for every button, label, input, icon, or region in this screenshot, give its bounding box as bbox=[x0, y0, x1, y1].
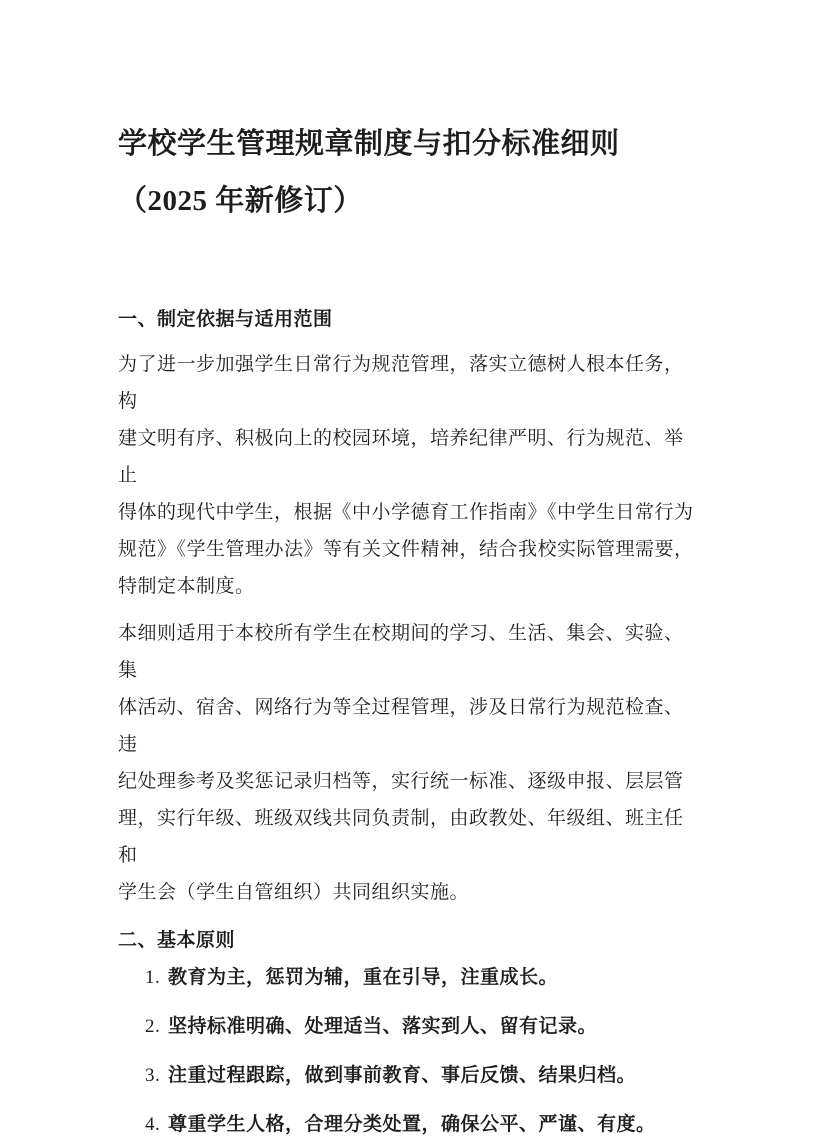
paragraph-line: 得体的现代中学生，根据《中小学德育工作指南》《中学生日常行为 bbox=[118, 502, 694, 523]
principle-item-1 bbox=[118, 965, 698, 991]
section1-paragraph-2 bbox=[118, 615, 698, 911]
paragraph-line: 规范》《学生管理办法》等有关文件精神，结合我校实际管理需要， bbox=[118, 539, 694, 560]
principle-text: 教育为主，惩罚为辅，重在引导，注重成长。 bbox=[168, 967, 559, 988]
principle-item-3 bbox=[118, 1063, 698, 1089]
paragraph-line: 理，实行年级、班级双线共同负责制，由政教处、年级组、班主任和 bbox=[118, 808, 684, 866]
principle-text: 注重过程跟踪，做到事前教育、事后反馈、结果归档。 bbox=[168, 1065, 637, 1086]
paragraph-line: 纪处理参考及奖惩记录归档等，实行统一标准、逐级申报、层层管 bbox=[118, 771, 684, 792]
principle-text: 坚持标准明确、处理适当、落实到人、留有记录。 bbox=[168, 1016, 598, 1037]
principles-list bbox=[118, 965, 698, 1138]
principle-number: 2. bbox=[145, 1016, 161, 1037]
principle-item-2 bbox=[118, 1014, 698, 1040]
paragraph-line: 为了进一步加强学生日常行为规范管理，落实立德树人根本任务，构 bbox=[118, 354, 684, 412]
section1-paragraph-1 bbox=[118, 346, 698, 605]
paragraph-line: 学生会（学生自管组织）共同组织实施。 bbox=[118, 882, 470, 903]
document-title-line2: （2025 年新修订） bbox=[118, 185, 363, 217]
paragraph-line: 建文明有序、积极向上的校园环境，培养纪律严明、行为规范、举止 bbox=[118, 428, 684, 486]
document-title bbox=[118, 116, 698, 230]
document-title-line1: 学校学生管理规章制度与扣分标准细则 bbox=[118, 128, 620, 160]
paragraph-line: 特制定本制度。 bbox=[118, 576, 255, 597]
section2-heading: 二、基本原则 bbox=[118, 930, 236, 951]
paragraph-line: 体活动、宿舍、网络行为等全过程管理，涉及日常行为规范检查、违 bbox=[118, 697, 684, 755]
principle-number: 1. bbox=[145, 967, 161, 988]
paragraph-line: 本细则适用于本校所有学生在校期间的学习、生活、集会、实验、集 bbox=[118, 623, 684, 681]
principle-number: 3. bbox=[145, 1065, 161, 1086]
principle-text: 尊重学生人格，合理分类处置，确保公平、严谨、有度。 bbox=[168, 1114, 656, 1135]
section1-heading: 一、制定依据与适用范围 bbox=[118, 309, 333, 330]
principle-number: 4. bbox=[145, 1114, 161, 1135]
principle-item-4 bbox=[118, 1112, 698, 1138]
